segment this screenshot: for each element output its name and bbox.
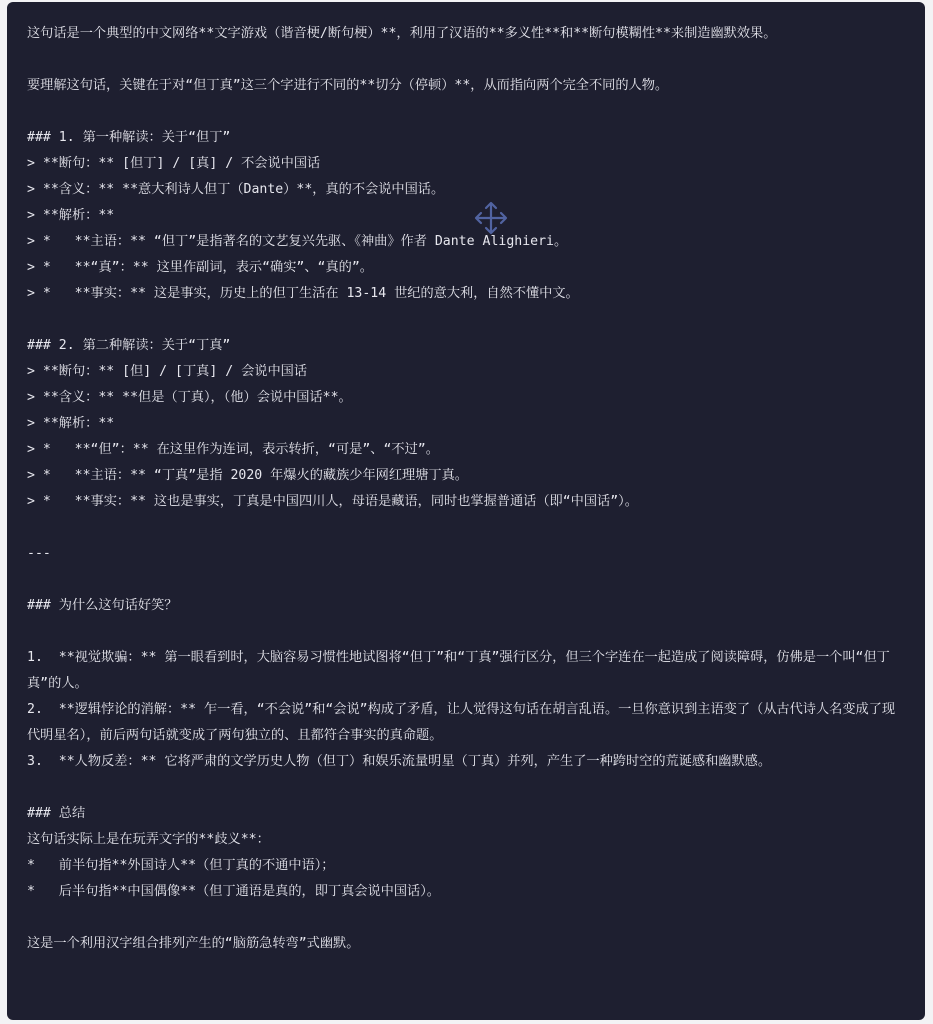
message-line: > * **事实：** 这是事实，历史上的但丁生活在 13-14 世纪的意大利，自然不懂中文。 bbox=[27, 286, 579, 301]
message-line: > **解析：** bbox=[27, 208, 115, 223]
message-line: ### 2. 第二种解读：关于“丁真” bbox=[27, 338, 231, 353]
message-line bbox=[27, 775, 905, 801]
message-line bbox=[27, 307, 905, 333]
message-line: > * **主语：** “丁真”是指 2020 年爆火的藏族少年网红理塘丁真。 bbox=[27, 468, 468, 483]
message-content bbox=[27, 21, 905, 957]
message-line: 这句话是一个典型的中文网络**文字游戏（谐音梗/断句梗）**，利用了汉语的**多义性**和**断句模糊性**来制造幽默效果。 bbox=[27, 26, 777, 41]
message-line: ### 总结 bbox=[27, 806, 86, 821]
message-line: 这是一个利用汉字组合排列产生的“脑筋急转弯”式幽默。 bbox=[27, 936, 360, 951]
message-line: > * **“真”：** 这里作副词，表示“确实”、“真的”。 bbox=[27, 260, 373, 275]
message-line: 这句话实际上是在玩弄文字的**歧义**： bbox=[27, 832, 270, 847]
message-line: * 后半句指**中国偶像**（但丁通语是真的，即丁真会说中国话）。 bbox=[27, 884, 440, 899]
message-line bbox=[27, 905, 905, 931]
message-line: 2. **逻辑悖论的消解：** 乍一看，“不会说”和“会说”构成了矛盾，让人觉得这句话在胡言乱语。一旦你意识到主语变了（从古代诗人名变成了现代明星名），前后两句话就变成了两句独立的、且都符合事实的真命题。 bbox=[27, 702, 896, 743]
message-line: > * **主语：** “但丁”是指著名的文艺复兴先驱、《神曲》作者 Dante Alighieri。 bbox=[27, 234, 568, 249]
message-line: ### 1. 第一种解读：关于“但丁” bbox=[27, 130, 231, 145]
assistant-message-panel bbox=[7, 2, 925, 1020]
message-line bbox=[27, 567, 905, 593]
message-line bbox=[27, 47, 905, 73]
message-line: > **断句：** [但] / [丁真] / 会说中国话 bbox=[27, 364, 308, 379]
message-line: > **解析：** bbox=[27, 416, 115, 431]
message-line bbox=[27, 619, 905, 645]
message-line: * 前半句指**外国诗人**（但丁真的不通中语）； bbox=[27, 858, 335, 873]
move-arrows-icon[interactable] bbox=[471, 198, 511, 238]
message-line bbox=[27, 99, 905, 125]
message-line: > **断句：** [但丁] / [真] / 不会说中国话 bbox=[27, 156, 321, 171]
message-line: 要理解这句话，关键在于对“但丁真”这三个字进行不同的**切分（停顿）**，从而指向两个完全不同的人物。 bbox=[27, 78, 669, 93]
message-line: > * **事实：** 这也是事实，丁真是中国四川人，母语是藏语，同时也掌握普通话（即“中国话”）。 bbox=[27, 494, 638, 509]
message-line: ### 为什么这句话好笑？ bbox=[27, 598, 178, 613]
message-line: > **含义：** **但是（丁真），（他）会说中国话**。 bbox=[27, 390, 352, 405]
message-line: --- bbox=[27, 546, 51, 561]
message-line: > * **“但”：** 在这里作为连词，表示转折，“可是”、“不过”。 bbox=[27, 442, 439, 457]
message-line: > **含义：** **意大利诗人但丁（Dante）**，真的不会说中国话。 bbox=[27, 182, 445, 197]
message-line bbox=[27, 515, 905, 541]
message-line: 3. **人物反差：** 它将严肃的文学历史人物（但丁）和娱乐流量明星（丁真）并列，产生了一种跨时空的荒诞感和幽默感。 bbox=[27, 754, 772, 769]
message-line: 1. **视觉欺骗：** 第一眼看到时，大脑容易习惯性地试图将“但丁”和“丁真”强行区分，但三个字连在一起造成了阅读障碍，仿佛是一个叫“但丁真”的人。 bbox=[27, 650, 890, 691]
